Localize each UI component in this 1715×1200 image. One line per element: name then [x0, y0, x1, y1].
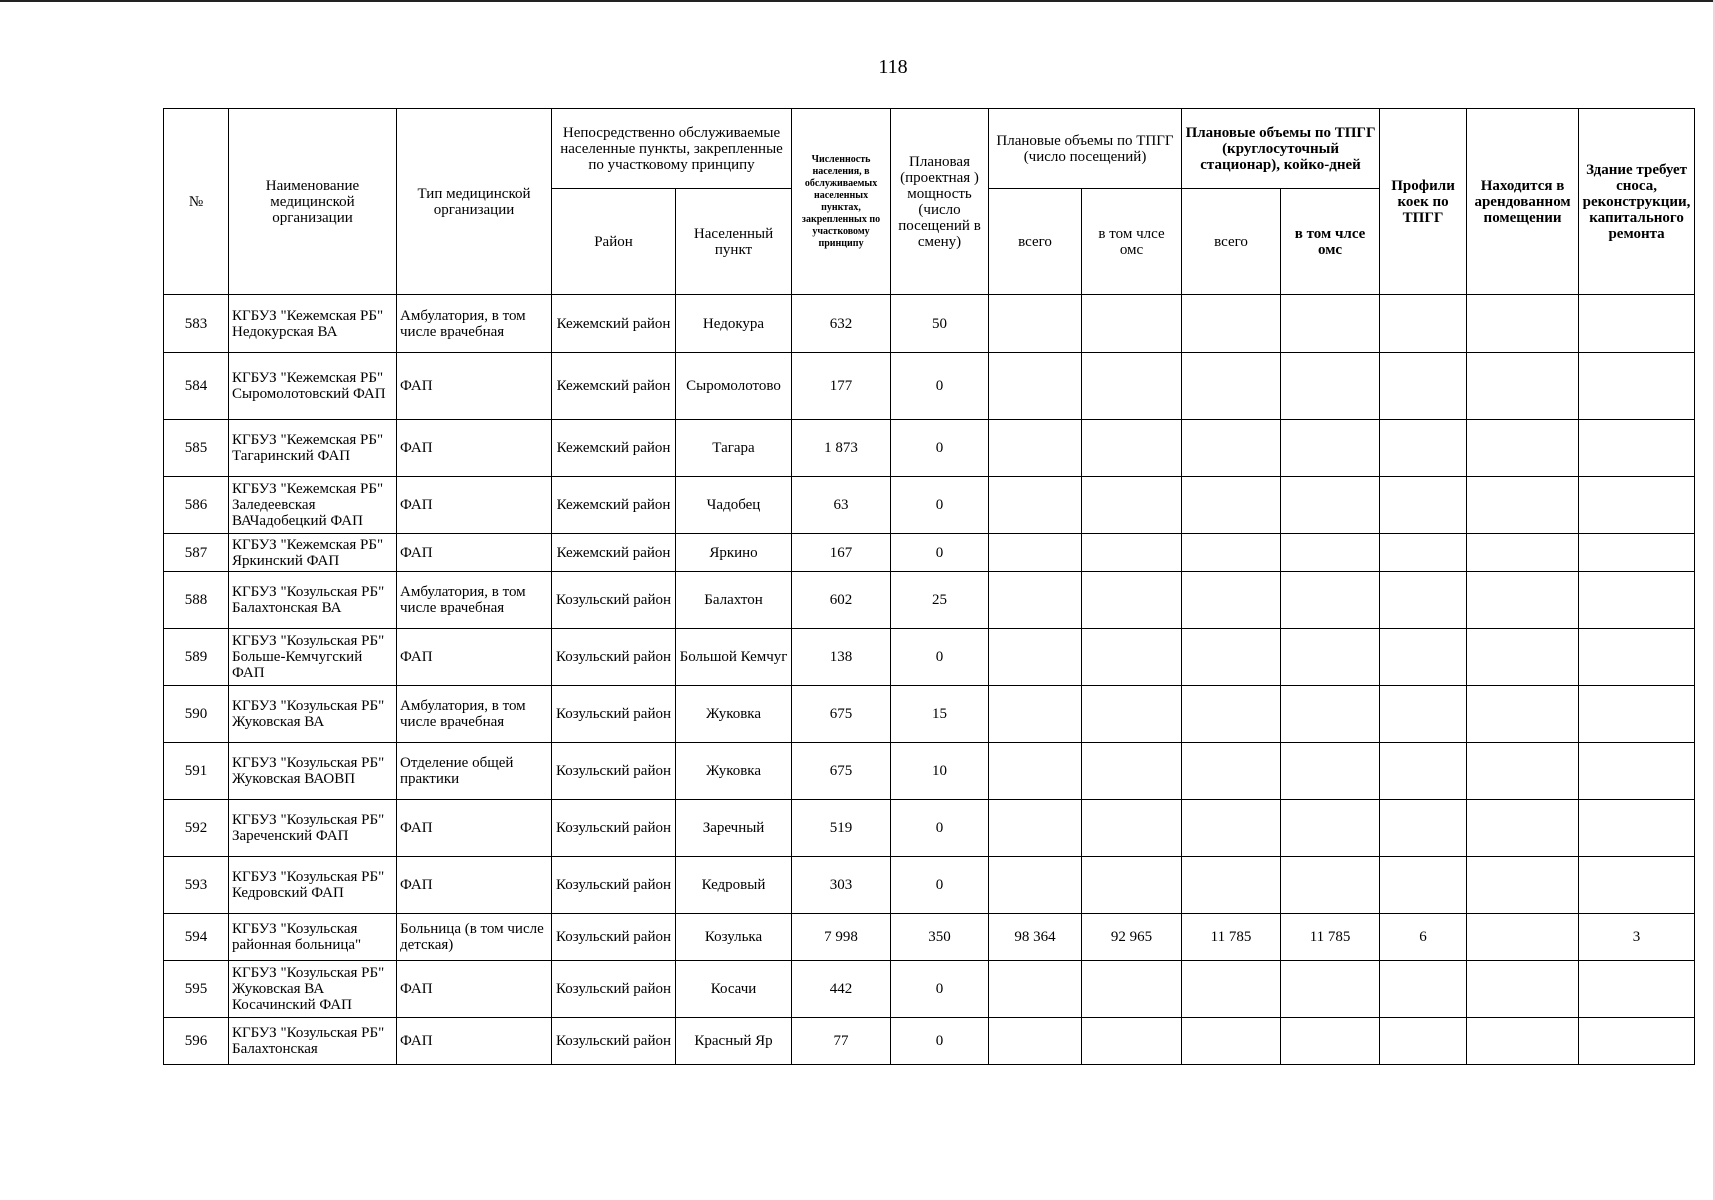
facilities-table — [163, 108, 1695, 1065]
bed-profiles-cell — [1380, 295, 1467, 353]
row-number-cell: 596 — [164, 1018, 229, 1065]
beds-total-cell — [1182, 961, 1281, 1018]
facility-type-cell: ФАП — [397, 629, 552, 686]
rented-cell — [1467, 857, 1579, 914]
facility-type-cell: ФАП — [397, 353, 552, 420]
table-row — [164, 420, 1695, 477]
row-number-cell: 594 — [164, 914, 229, 961]
visits-total-cell — [989, 800, 1082, 857]
district-cell: Козульский район — [552, 800, 676, 857]
organization-name-cell: КГБУЗ "Козульская РБ" Балахтонская ВА — [229, 572, 397, 629]
population-cell: 442 — [792, 961, 891, 1018]
rented-cell — [1467, 914, 1579, 961]
col-name: Наименование медицинской организации — [229, 109, 397, 295]
row-number-cell: 592 — [164, 800, 229, 857]
row-number-cell: 588 — [164, 572, 229, 629]
visits-total-cell — [989, 743, 1082, 800]
beds-total-cell — [1182, 800, 1281, 857]
capacity-cell: 0 — [891, 857, 989, 914]
visits-oms-cell — [1082, 295, 1182, 353]
settlement-cell: Козулька — [676, 914, 792, 961]
population-cell: 63 — [792, 477, 891, 534]
bed-profiles-cell — [1380, 961, 1467, 1018]
facility-type-cell: Амбулатория, в том числе врачебная — [397, 572, 552, 629]
visits-oms-cell — [1082, 572, 1182, 629]
visits-total-cell — [989, 534, 1082, 572]
beds-oms-cell — [1281, 420, 1380, 477]
building-status-cell — [1579, 295, 1695, 353]
visits-oms-cell — [1082, 857, 1182, 914]
col-visits-total: всего — [989, 189, 1082, 295]
beds-total-cell — [1182, 629, 1281, 686]
beds-oms-cell — [1281, 353, 1380, 420]
beds-oms-cell — [1281, 686, 1380, 743]
building-status-cell — [1579, 857, 1695, 914]
organization-name-cell: КГБУЗ "Козульская районная больница" — [229, 914, 397, 961]
settlement-cell: Яркино — [676, 534, 792, 572]
rented-cell — [1467, 629, 1579, 686]
row-number-cell: 591 — [164, 743, 229, 800]
bed-profiles-cell — [1380, 857, 1467, 914]
bed-profiles-cell — [1380, 534, 1467, 572]
organization-name-cell: КГБУЗ "Козульская РБ" Жуковская ВА Косачинский ФАП — [229, 961, 397, 1018]
beds-oms-cell — [1281, 534, 1380, 572]
building-status-cell — [1579, 743, 1695, 800]
organization-name-cell: КГБУЗ "Козульская РБ" Балахтонская — [229, 1018, 397, 1065]
table-row — [164, 857, 1695, 914]
building-status-cell — [1579, 477, 1695, 534]
district-cell: Козульский район — [552, 857, 676, 914]
capacity-cell: 0 — [891, 420, 989, 477]
table-row — [164, 686, 1695, 743]
visits-total-cell: 98 364 — [989, 914, 1082, 961]
settlement-cell: Красный Яр — [676, 1018, 792, 1065]
bed-profiles-cell — [1380, 743, 1467, 800]
bed-profiles-cell — [1380, 1018, 1467, 1065]
district-cell: Козульский район — [552, 961, 676, 1018]
organization-name-cell: КГБУЗ "Кежемская РБ" Тагаринский ФАП — [229, 420, 397, 477]
col-settlement: Населенный пункт — [676, 189, 792, 295]
population-cell: 138 — [792, 629, 891, 686]
capacity-cell: 0 — [891, 800, 989, 857]
building-status-cell — [1579, 686, 1695, 743]
beds-oms-cell — [1281, 629, 1380, 686]
table-row — [164, 572, 1695, 629]
table-row — [164, 534, 1695, 572]
district-cell: Кежемский район — [552, 534, 676, 572]
population-cell: 602 — [792, 572, 891, 629]
table-row — [164, 295, 1695, 353]
bed-profiles-cell — [1380, 420, 1467, 477]
population-cell: 1 873 — [792, 420, 891, 477]
settlement-cell: Балахтон — [676, 572, 792, 629]
population-cell: 303 — [792, 857, 891, 914]
district-cell: Кежемский район — [552, 295, 676, 353]
facility-type-cell: Амбулатория, в том числе врачебная — [397, 295, 552, 353]
district-cell: Кежемский район — [552, 353, 676, 420]
organization-name-cell: КГБУЗ "Козульская РБ" Жуковская ВАОВП — [229, 743, 397, 800]
facility-type-cell: Отделение общей практики — [397, 743, 552, 800]
district-cell: Козульский район — [552, 629, 676, 686]
population-cell: 7 998 — [792, 914, 891, 961]
beds-oms-cell — [1281, 800, 1380, 857]
page-number: 118 — [878, 56, 908, 78]
table-row — [164, 961, 1695, 1018]
beds-oms-cell — [1281, 295, 1380, 353]
visits-total-cell — [989, 961, 1082, 1018]
visits-total-cell — [989, 1018, 1082, 1065]
bed-profiles-cell — [1380, 629, 1467, 686]
capacity-cell: 10 — [891, 743, 989, 800]
rented-cell — [1467, 477, 1579, 534]
rented-cell — [1467, 353, 1579, 420]
beds-total-cell — [1182, 477, 1281, 534]
population-cell: 519 — [792, 800, 891, 857]
visits-oms-cell — [1082, 686, 1182, 743]
visits-total-cell — [989, 629, 1082, 686]
capacity-cell: 0 — [891, 477, 989, 534]
capacity-cell: 350 — [891, 914, 989, 961]
rented-cell — [1467, 534, 1579, 572]
building-status-cell — [1579, 420, 1695, 477]
facility-type-cell: ФАП — [397, 477, 552, 534]
district-cell: Козульский район — [552, 572, 676, 629]
table-header — [164, 109, 1695, 295]
rented-cell — [1467, 686, 1579, 743]
building-status-cell — [1579, 353, 1695, 420]
visits-oms-cell — [1082, 629, 1182, 686]
col-beds-group: Плановые объемы по ТПГГ (круглосуточный стационар), койко-дней — [1182, 109, 1380, 189]
bed-profiles-cell — [1380, 800, 1467, 857]
table-row — [164, 477, 1695, 534]
facility-type-cell: ФАП — [397, 1018, 552, 1065]
organization-name-cell: КГБУЗ "Козульская РБ" Больше-Кемчугский ФАП — [229, 629, 397, 686]
table-row — [164, 800, 1695, 857]
district-cell: Козульский район — [552, 1018, 676, 1065]
table-row — [164, 353, 1695, 420]
facility-type-cell: ФАП — [397, 961, 552, 1018]
table-body — [164, 295, 1695, 1065]
facility-type-cell: ФАП — [397, 420, 552, 477]
rented-cell — [1467, 743, 1579, 800]
col-rented: Находится в арендованном помещении — [1467, 109, 1579, 295]
beds-oms-cell — [1281, 857, 1380, 914]
building-status-cell — [1579, 572, 1695, 629]
beds-total-cell — [1182, 420, 1281, 477]
building-status-cell — [1579, 629, 1695, 686]
bed-profiles-cell — [1380, 686, 1467, 743]
capacity-cell: 0 — [891, 629, 989, 686]
building-status-cell: 3 — [1579, 914, 1695, 961]
facility-type-cell: ФАП — [397, 800, 552, 857]
scan-edge — [0, 0, 1715, 2]
col-beds-total: всего — [1182, 189, 1281, 295]
beds-oms-cell — [1281, 572, 1380, 629]
row-number-cell: 587 — [164, 534, 229, 572]
capacity-cell: 15 — [891, 686, 989, 743]
table-row — [164, 1018, 1695, 1065]
visits-total-cell — [989, 295, 1082, 353]
settlement-cell: Заречный — [676, 800, 792, 857]
facility-type-cell: Больница (в том числе детская) — [397, 914, 552, 961]
organization-name-cell: КГБУЗ "Козульская РБ" Зареченский ФАП — [229, 800, 397, 857]
table-row — [164, 629, 1695, 686]
capacity-cell: 0 — [891, 353, 989, 420]
organization-name-cell: КГБУЗ "Кежемская РБ" Заледеевская ВАЧадобецкий ФАП — [229, 477, 397, 534]
population-cell: 675 — [792, 686, 891, 743]
capacity-cell: 50 — [891, 295, 989, 353]
rented-cell — [1467, 800, 1579, 857]
settlement-cell: Сыромолотово — [676, 353, 792, 420]
row-number-cell: 589 — [164, 629, 229, 686]
beds-total-cell — [1182, 857, 1281, 914]
visits-total-cell — [989, 572, 1082, 629]
bed-profiles-cell — [1380, 572, 1467, 629]
col-population: Численность населения, в обслуживаемых населенных пунктах, закрепленных по участковому принципу — [792, 109, 891, 295]
beds-total-cell — [1182, 295, 1281, 353]
building-status-cell — [1579, 534, 1695, 572]
visits-total-cell — [989, 857, 1082, 914]
rented-cell — [1467, 961, 1579, 1018]
organization-name-cell: КГБУЗ "Кежемская РБ" Сыромолотовский ФАП — [229, 353, 397, 420]
row-number-cell: 590 — [164, 686, 229, 743]
settlement-cell: Жуковка — [676, 743, 792, 800]
col-bed-profiles: Профили коек по ТПГГ — [1380, 109, 1467, 295]
bed-profiles-cell: 6 — [1380, 914, 1467, 961]
col-type: Тип медицинской организации — [397, 109, 552, 295]
settlement-cell: Чадобец — [676, 477, 792, 534]
rented-cell — [1467, 420, 1579, 477]
bed-profiles-cell — [1380, 353, 1467, 420]
row-number-cell: 593 — [164, 857, 229, 914]
organization-name-cell: КГБУЗ "Кежемская РБ" Яркинский ФАП — [229, 534, 397, 572]
row-number-cell: 595 — [164, 961, 229, 1018]
capacity-cell: 25 — [891, 572, 989, 629]
beds-total-cell — [1182, 686, 1281, 743]
settlement-cell: Кедровый — [676, 857, 792, 914]
population-cell: 177 — [792, 353, 891, 420]
population-cell: 77 — [792, 1018, 891, 1065]
population-cell: 632 — [792, 295, 891, 353]
beds-total-cell — [1182, 534, 1281, 572]
beds-total-cell — [1182, 1018, 1281, 1065]
district-cell: Козульский район — [552, 686, 676, 743]
visits-oms-cell: 92 965 — [1082, 914, 1182, 961]
row-number-cell: 586 — [164, 477, 229, 534]
district-cell: Кежемский район — [552, 477, 676, 534]
visits-total-cell — [989, 353, 1082, 420]
table-row — [164, 743, 1695, 800]
table-row — [164, 914, 1695, 961]
beds-total-cell — [1182, 572, 1281, 629]
visits-oms-cell — [1082, 353, 1182, 420]
visits-total-cell — [989, 477, 1082, 534]
visits-oms-cell — [1082, 800, 1182, 857]
beds-total-cell — [1182, 743, 1281, 800]
beds-oms-cell: 11 785 — [1281, 914, 1380, 961]
organization-name-cell: КГБУЗ "Козульская РБ" Жуковская ВА — [229, 686, 397, 743]
rented-cell — [1467, 295, 1579, 353]
settlement-cell: Большой Кемчуг — [676, 629, 792, 686]
col-beds-oms: в том члсе омс — [1281, 189, 1380, 295]
building-status-cell — [1579, 800, 1695, 857]
col-visits-oms: в том члсе омс — [1082, 189, 1182, 295]
visits-oms-cell — [1082, 420, 1182, 477]
row-number-cell: 583 — [164, 295, 229, 353]
facility-type-cell: ФАП — [397, 534, 552, 572]
col-district: Район — [552, 189, 676, 295]
capacity-cell: 0 — [891, 534, 989, 572]
bed-profiles-cell — [1380, 477, 1467, 534]
beds-oms-cell — [1281, 961, 1380, 1018]
visits-total-cell — [989, 420, 1082, 477]
col-building: Здание требует сноса, реконструкции, капитального ремонта — [1579, 109, 1695, 295]
beds-oms-cell — [1281, 743, 1380, 800]
building-status-cell — [1579, 961, 1695, 1018]
visits-total-cell — [989, 686, 1082, 743]
capacity-cell: 0 — [891, 961, 989, 1018]
organization-name-cell: КГБУЗ "Кежемская РБ" Недокурская ВА — [229, 295, 397, 353]
district-cell: Козульский район — [552, 914, 676, 961]
row-number-cell: 584 — [164, 353, 229, 420]
col-served-group: Непосредственно обслуживаемые населенные пункты, закрепленные по участковому принципу — [552, 109, 792, 189]
visits-oms-cell — [1082, 477, 1182, 534]
settlement-cell: Косачи — [676, 961, 792, 1018]
beds-total-cell: 11 785 — [1182, 914, 1281, 961]
beds-total-cell — [1182, 353, 1281, 420]
visits-oms-cell — [1082, 534, 1182, 572]
visits-oms-cell — [1082, 743, 1182, 800]
settlement-cell: Жуковка — [676, 686, 792, 743]
capacity-cell: 0 — [891, 1018, 989, 1065]
settlement-cell: Недокура — [676, 295, 792, 353]
rented-cell — [1467, 572, 1579, 629]
col-num: № — [164, 109, 229, 295]
facility-type-cell: ФАП — [397, 857, 552, 914]
rented-cell — [1467, 1018, 1579, 1065]
facility-type-cell: Амбулатория, в том числе врачебная — [397, 686, 552, 743]
col-capacity: Плановая (проектная ) мощность (число посещений в смену) — [891, 109, 989, 295]
district-cell: Кежемский район — [552, 420, 676, 477]
visits-oms-cell — [1082, 961, 1182, 1018]
building-status-cell — [1579, 1018, 1695, 1065]
organization-name-cell: КГБУЗ "Козульская РБ" Кедровский ФАП — [229, 857, 397, 914]
settlement-cell: Тагара — [676, 420, 792, 477]
beds-oms-cell — [1281, 1018, 1380, 1065]
population-cell: 167 — [792, 534, 891, 572]
row-number-cell: 585 — [164, 420, 229, 477]
district-cell: Козульский район — [552, 743, 676, 800]
col-visits-group: Плановые объемы по ТПГГ (число посещений) — [989, 109, 1182, 189]
visits-oms-cell — [1082, 1018, 1182, 1065]
population-cell: 675 — [792, 743, 891, 800]
beds-oms-cell — [1281, 477, 1380, 534]
